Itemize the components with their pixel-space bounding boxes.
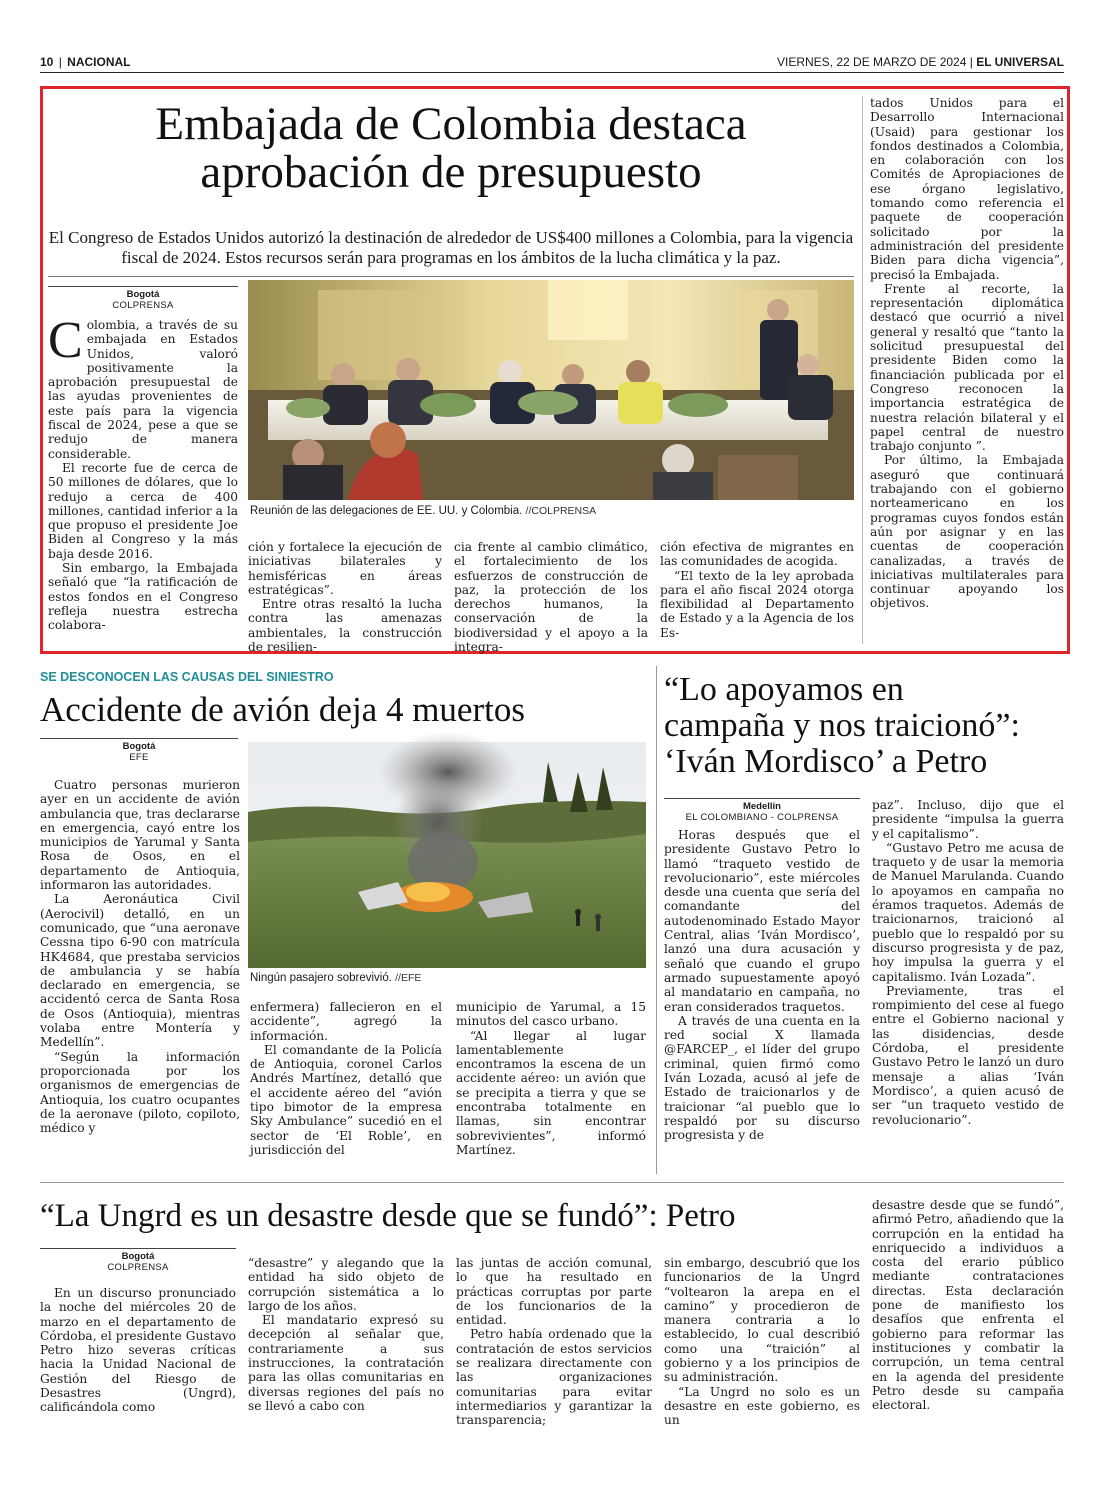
story1-col4: ción efectiva de migrantes en las comunidades de acogida. “El texto de la ley aprobada para el año fiscal 2024 otorga flexibilidad al Departamento de Estado y a la Agencia de los Es- bbox=[660, 540, 854, 640]
meeting-photo bbox=[248, 280, 854, 500]
story2-photo-caption: Ningún pasajero sobrevivió. //EFE bbox=[250, 972, 422, 984]
story3-col1: Horas después que el presidente Gustavo Petro lo llamó “traqueto vestido de revolucionario”, este miércoles desde una cuenta que sería del comandante del autodenominado Estado Mayor Central, alias ‘Iván Mordisco’, lanzó una dura acusación y señaló que cuando el grupo armado supuestamente apoyó al mandatario en campaña, no eran considerados traquetos. A través de una cuenta en la red social X llamada @FARCEP_, el líder del grupo criminal, quien firmó como Iván Lozada, acusó al jefe de Estado de traicionarlos y de traicionar “al pueblo que lo respaldó por su discurso progresista y de bbox=[664, 828, 860, 1143]
story2-col3: municipio de Yarumal, a 15 minutos del casco urbano. “Al llegar al lugar lamentablemente encontramos la escena de un accidente aéreo: un avión que se precipita a tierra y que se encontraba totalmente en llamas, sin encontrar sobrevivientes”, informó Martínez. bbox=[456, 1000, 646, 1157]
story2-headline: Accidente de avión deja 4 muertos bbox=[40, 690, 525, 729]
story1-deck: El Congreso de Estados Unidos autorizó la destinación de alrededor de US$400 millones a Colombia, para la vigencia fiscal de 2024. Estos recursos serán para programas en los ámbitos de la lucha climática y la paz. bbox=[48, 228, 854, 267]
story2-col2: enfermera) fallecieron en el accidente”, agregó la información. El comandante de la Policía de Antioquia, coronel Carlos Andrés Martínez, detalló que el accidente aéreo del “avión tipo bimotor de la empresa Sky Ambulance” sucedió en el sector de ‘El Roble’, en jurisdicción del bbox=[250, 1000, 442, 1157]
drop-cap: C bbox=[48, 312, 83, 369]
story2-col1: Cuatro personas murieron ayer en un accidente de avión ambulancia que, tras declararse en emergencia, cayó entre los municipios de Yarumal y Santa Rosa de Osos, en el departamento de Antioquia, informaron las autoridades. La Aeronáutica Civil (Aerocivil) detalló, en un comunicado, que “una aeronave Cessna tipo 6-90 con matrícula HK4684, que prestaba servicios de ambulancia y se había declarado en emergencia, se accidentó cerca de Santa Rosa de Osos (Antioquia), mientras volaba entre Montería y Medellín”. “Según la información proporcionada por los organismos de emergencias de Antioquia, los cuatro ocupantes de la aeronave (piloto, copiloto, médico y bbox=[40, 778, 240, 1136]
story1-col3: cia frente al cambio climático, el fortalecimiento de los esfuerzos de construcción de paz, la protección de los derechos humanos, la conservación de la biodiversidad y el apoyo a la integra- bbox=[454, 540, 648, 655]
story4-headline: “La Ungrd es un desastre desde que se fundó”: Petro bbox=[40, 1198, 736, 1234]
story2-kicker: SE DESCONOCEN LAS CAUSAS DEL SINIESTRO bbox=[40, 670, 334, 684]
section-name: NACIONAL bbox=[67, 55, 131, 69]
page-number: 10 bbox=[40, 55, 54, 69]
story1-col1: Colombia, a través de su embajada en Estados Unidos, valoró positivamente la aprobación presupuestal de las ayudas provenientes de este país para la vigencia fiscal de 2024, pese a que se redujo de manera considerable. El recorte fue de cerca de 50 millones de dólares, que lo redujo a cerca de 400 millones, cantidad inferior a la que propuso el presidente Joe Biden al Congreso y la más baja desde 2016. Sin embargo, la Embajada señaló que “la ratificación de estos fondos en el Congreso refleja nuestra estrecha colabora- bbox=[48, 312, 238, 633]
page-header: 10 | NACIONAL VIERNES, 22 DE MARZO DE 2024 | EL UNIVERSAL bbox=[40, 55, 1064, 69]
story2-byline: Bogotá EFE bbox=[40, 738, 238, 763]
story1-col2: ción y fortalece la ejecución de iniciativas bilaterales y hemisféricas en áreas estratégicas”. Entre otras resaltó la lucha contra las amenazas ambientales, la construcción de resilien- bbox=[248, 540, 442, 655]
newspaper-name: EL UNIVERSAL bbox=[976, 55, 1064, 69]
story1-col5: tados Unidos para el Desarrollo Internacional (Usaid) para gestionar los fondos destinados a Colombia, en colaboración con los Comités de Apropiaciones de ese órgano legislativo, tomando como referencia el paquete de cooperación solicitado por la administración del presidente Biden para dicha vigencia”, precisó la Embajada. Frente al recorte, la representación diplomática destacó que ocurrió a nivel general y resaltó que “tanto la solicitud presupuestal del presidente Biden como la financiación publicada por el Congreso reconocen la importancia estratégica de nuestra relación bilateral y el papel central de nuestro trabajo conjunto ”. Por último, la Embajada aseguró que continuará trabajando con el gobierno norteamericano en los programas cuyos fondos están aún por asignar y en las cuentas de cooperación canalizadas, a través de iniciativas multilaterales para continuar apoyando los objetivos. bbox=[870, 96, 1064, 611]
story1-byline: Bogotá COLPRENSA bbox=[48, 286, 238, 311]
story4-col5: desastre desde que se fundó”, afirmó Petro, añadiendo que la corrupción en la entidad ha enriquecido a individuos a costa del erario público mediante contrataciones directas. Esta declaración pone de manifiesto los desafíos que enfrenta el gobierno para reformar las instituciones y combatir la corrupción, un tema central en la agenda del presidente Petro desde su campaña electoral. bbox=[872, 1198, 1064, 1413]
story4-col1: En un discurso pronunciado la noche del miércoles 20 de marzo en el departamento de Córdoba, el presidente Gustavo Petro hizo severas críticas hacia la Unidad Nacional de Gestión del Riesgo de Desastres (Ungrd), calificándola como bbox=[40, 1286, 236, 1415]
issue-date: VIERNES, 22 DE MARZO DE 2024 bbox=[777, 55, 967, 69]
story3-headline: “Lo apoyamos en campaña y nos traicionó”: ‘Iván Mordisco’ a Petro bbox=[664, 671, 1020, 780]
story1-headline: Embajada de Colombia destaca aprobación de presupuesto bbox=[155, 98, 747, 198]
story4-col3: las juntas de acción comunal, lo que ha resultado en prácticas corruptas por parte de los funcionarios de la entidad. Petro había ordenado que la contratación de estos servicios se realizara directamente con las organizaciones comunitarias para evitar intermediarios y garantizar la transparencia; bbox=[456, 1256, 652, 1428]
story3-byline: Medellín EL COLOMBIANO - COLPRENSA bbox=[664, 798, 860, 823]
story3-col2: paz”. Incluso, dijo que el presidente “impulsa la guerra y el capitalismo”. “Gustavo Petro me acusa de traqueto y de usar la memoria de Manuel Marulanda. Cuando lo apoyamos en campaña no éramos traquetos. Además de traicionarnos, traicionó al pueblo que lo respaldó por su discurso progresista y de paz, hoy impulsa la guerra y el capitalismo. Iván Lozada”. Previamente, tras el rompimiento del cese al fuego entre el Gobierno nacional y las disidencias, desde Córdoba, el presidente Gustavo Petro le lanzó un duro mensaje a alias ‘Iván Mordisco’, a quien acusó de ser “un traqueto vestido de revolucionario”. bbox=[872, 798, 1064, 1127]
header-rule bbox=[40, 72, 1064, 73]
story1-photo-caption: Reunión de las delegaciones de EE. UU. y Colombia. //COLPRENSA bbox=[250, 505, 597, 517]
crash-photo bbox=[248, 742, 646, 968]
header-right: VIERNES, 22 DE MARZO DE 2024 | EL UNIVERSAL bbox=[777, 55, 1064, 69]
story4-byline: Bogotá COLPRENSA bbox=[40, 1248, 236, 1273]
story4-col4: sin embargo, descubrió que los funcionarios de la Ungrd “voltearon la arepa en el camino” y procedieron de manera contraria a lo establecido, lo cual describió como una “traición” al gobierno y a los principios de su administración. “La Ungrd no solo es un desastre en este gobierno, es un bbox=[664, 1256, 860, 1428]
story4-col2: “desastre” y alegando que la entidad ha sido objeto de corrupción sistemática a lo largo de los años. El mandatario expresó su decepción al señalar que, contrariamente a sus instrucciones, la contratación para las ollas comunitarias en diversas regiones del país no se llevó a cabo con bbox=[248, 1256, 444, 1413]
